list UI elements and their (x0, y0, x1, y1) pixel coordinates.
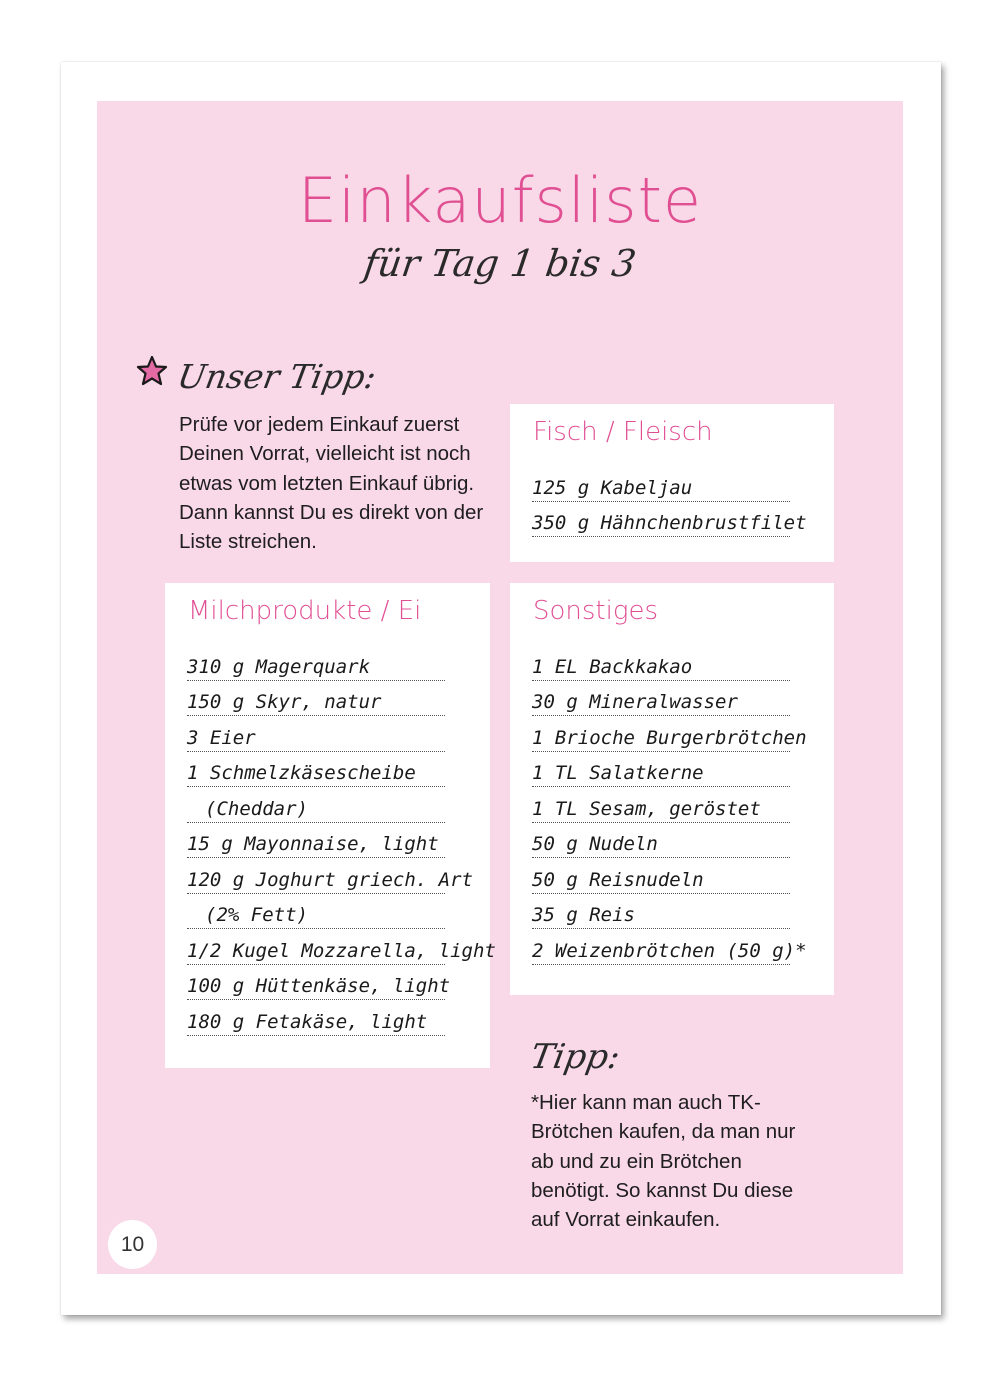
list-item: 350 g Hähnchenbrustfilet (532, 502, 790, 538)
list-item: 120 g Joghurt griech. Art (187, 858, 445, 894)
list-item: 125 g Kabeljau (532, 466, 790, 502)
card-heading: Milchprodukte / Ei (188, 596, 422, 626)
list-item: 1/2 Kugel Mozzarella, light (187, 929, 445, 965)
list-item: 1 Schmelzkäsescheibe (187, 752, 445, 788)
tip-text: Prüfe vor jedem Einkauf zuerst Deinen Vorrat, vielleicht ist noch etwas vom letzten Einkauf übrig. Dann kannst Du es direkt von der Liste streichen. (179, 413, 484, 554)
star-icon (136, 355, 168, 387)
list-item: (Cheddar) (187, 787, 445, 823)
list-item: 30 g Mineralwasser (532, 681, 790, 717)
list-item: 180 g Fetakäse, light (187, 1000, 445, 1036)
list-item: 15 g Mayonnaise, light (187, 823, 445, 859)
list-item: 35 g Reis (532, 894, 790, 930)
list-item: 50 g Reisnudeln (532, 858, 790, 894)
page-title: Einkaufsliste (297, 164, 703, 237)
list-item: 50 g Nudeln (532, 823, 790, 859)
list-item: 2 Weizenbrötchen (50 g)* (532, 929, 790, 965)
tip-heading: Unser Tipp: (174, 357, 380, 396)
list-item: 1 EL Backkakao (532, 645, 790, 681)
list-item: 310 g Magerquark (187, 645, 445, 681)
card-fisch-fleisch (510, 404, 834, 562)
list-item: (2% Fett) (187, 894, 445, 930)
card-heading: Sonstiges (533, 596, 658, 626)
item-list (187, 645, 496, 1036)
tipp-heading: Tipp: (527, 1037, 624, 1077)
page-number: 10 (108, 1220, 157, 1269)
item-list (532, 645, 807, 965)
card-sonstiges (510, 583, 834, 995)
card-milchprodukte (165, 583, 496, 1068)
page-subtitle: für Tag 1 bis 3 (361, 242, 639, 285)
list-item: 1 TL Salatkerne (532, 752, 790, 788)
list-item: 1 Brioche Burgerbrötchen (532, 716, 790, 752)
list-item: 100 g Hüttenkäse, light (187, 965, 445, 1001)
item-list (532, 466, 807, 537)
card-heading: Fisch / Fleisch (533, 417, 713, 447)
list-item: 3 Eier (187, 716, 445, 752)
tipp-text: *Hier kann man auch TK-Brötchen kaufen, da man nur ab und zu ein Brötchen benötigt. So kannst Du diese auf Vorrat einkaufen. (531, 1091, 796, 1232)
list-item: 150 g Skyr, natur (187, 681, 445, 717)
list-item: 1 TL Sesam, geröstet (532, 787, 790, 823)
